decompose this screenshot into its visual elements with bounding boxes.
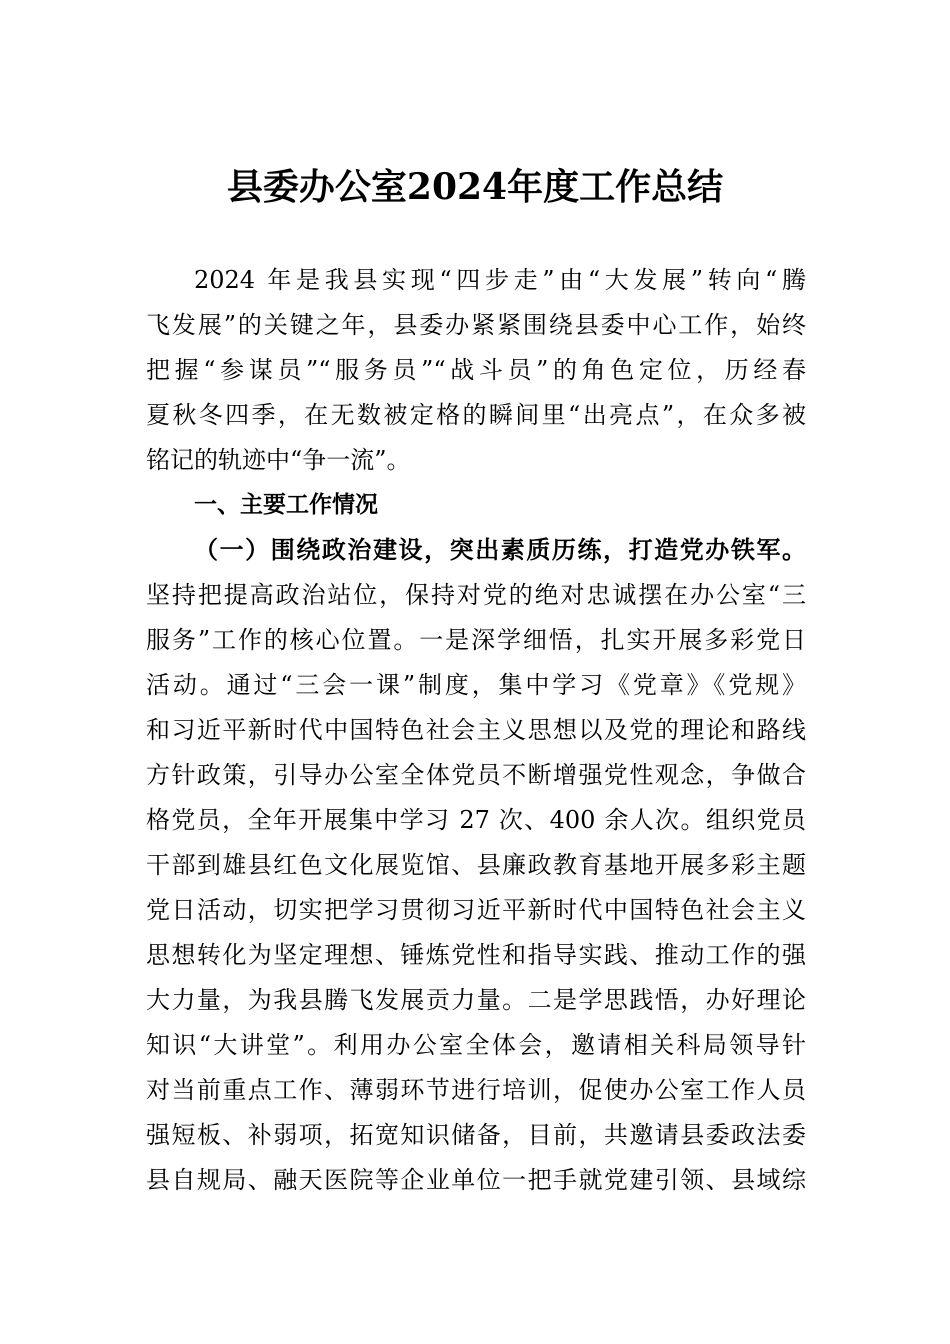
body-line: 服务”工作的核心位置。一是深学细悟，扎实开展多彩党日: [146, 626, 806, 654]
document-title: 县委办公室2024年度工作总结: [226, 166, 724, 208]
subsection-heading-line: （一）围绕政治建设，突出素质历练，打造党办铁军。: [194, 535, 806, 564]
intro-line: 把握“参谋员”“服务员”“战斗员”的角色定位，历经春: [146, 356, 806, 384]
body-line: 干部到雄县红色文化展览馆、县廉政教育基地开展多彩主题: [146, 851, 806, 879]
body-line: 强短板、补弱项，拓宽知识储备，目前，共邀请县委政法委: [146, 1121, 806, 1149]
body-line: 县自规局、融天医院等企业单位一把手就党建引领、县域综: [146, 1166, 806, 1194]
body-line: 方针政策，引导办公室全体党员不断增强党性观念，争做合: [146, 761, 806, 789]
intro-line: 夏秋冬四季，在无数被定格的瞬间里“出亮点”，在众多被: [146, 401, 806, 429]
body-line: 知识“大讲堂”。利用办公室全体会，邀请相关科局领导针: [146, 1031, 806, 1059]
intro-line: 铭记的轨迹中“争一流”。: [146, 446, 411, 474]
body-line: 思想转化为坚定理想、锤炼党性和指导实践、推动工作的强: [146, 941, 806, 969]
body-line: 对当前重点工作、薄弱环节进行培训，促使办公室工作人员: [146, 1076, 806, 1104]
body-line: 党日活动，切实把学习贯彻习近平新时代中国特色社会主义: [146, 896, 806, 924]
body-line: 活动。通过“三会一课”制度，集中学习《党章》《党规》: [146, 671, 806, 699]
intro-line: 2024 年是我县实现“四步走”由“大发展”转向“腾: [194, 266, 806, 294]
body-line: 坚持把提高政治站位，保持对党的绝对忠诚摆在办公室“三: [146, 581, 806, 609]
body-line: 大力量，为我县腾飞发展贡力量。二是学思践悟，办好理论: [146, 986, 806, 1014]
intro-line: 飞发展”的关键之年，县委办紧紧围绕县委中心工作，始终: [146, 311, 806, 339]
body-line: 和习近平新时代中国特色社会主义思想以及党的理论和路线: [146, 716, 806, 744]
section-heading: 一、主要工作情况: [194, 492, 378, 518]
body-line: 格党员，全年开展集中学习 27 次、400 余人次。组织党员: [146, 806, 806, 834]
